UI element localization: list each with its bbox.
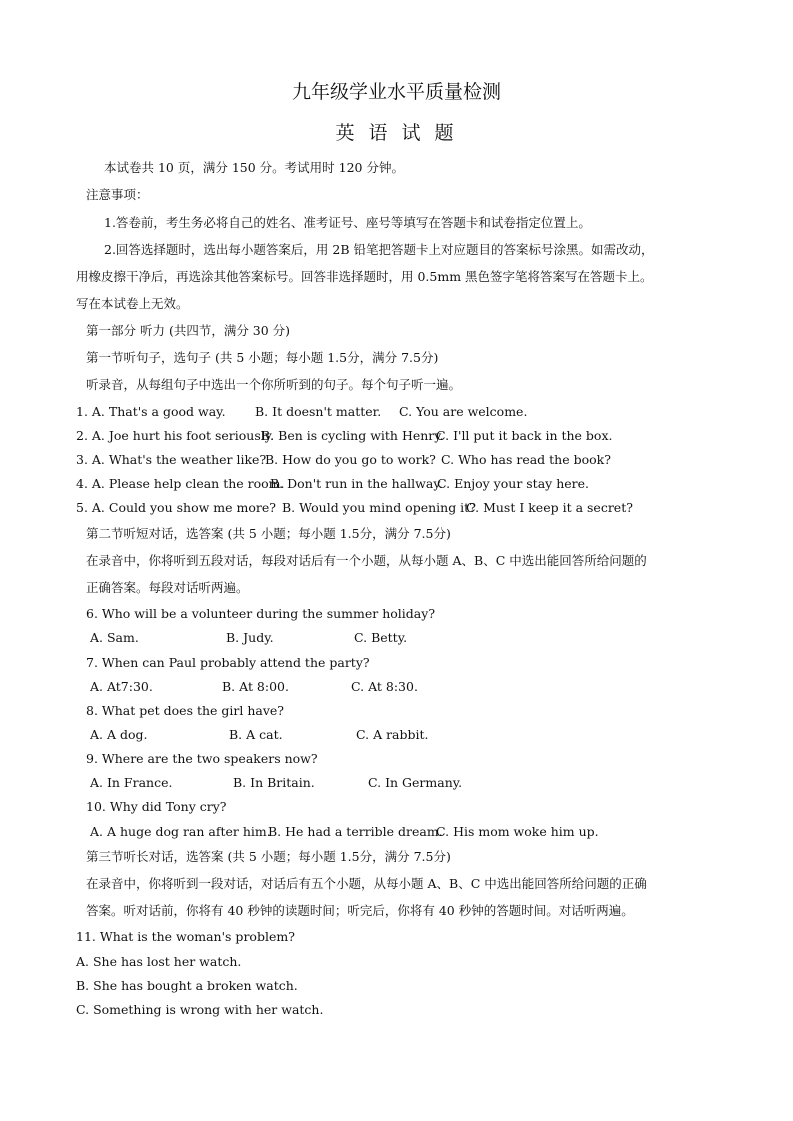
q8-question: 8. What pet does the girl have?: [86, 703, 285, 718]
q10-option-a: A. A huge dog ran after him.: [90, 824, 271, 839]
note-2-line-3: 写在本试卷上无效。: [76, 296, 189, 311]
q5-option-a: 5. A. Could you show me more?: [76, 500, 276, 515]
note-1: 1.答卷前，考生务必将自己的姓名、准考证号、座号等填写在答题卡和试卷指定位置上。: [104, 215, 591, 230]
part1-heading: 第一部分 听力 (共四节，满分 30 分): [86, 323, 291, 338]
section2-instruction-line-2: 正确答案。每段对话听两遍。: [86, 580, 249, 595]
q7-option-a: A. At7:30.: [90, 679, 153, 694]
section3-instruction-line-1: 在录音中，你将听到一段对话，对话后有五个小题，从每小题 A、B、C 中选出能回答所给问题的正确: [86, 876, 647, 891]
q11-option-b: B. She has bought a broken watch.: [76, 978, 298, 993]
q2-option-b: B. Ben is cycling with Henry.: [261, 428, 444, 443]
q11-option-c: C. Something is wrong with her watch.: [76, 1002, 324, 1017]
q7-option-c: C. At 8:30.: [351, 679, 418, 694]
q8-option-b: B. A cat.: [229, 727, 283, 742]
intro-text: 本试卷共 10 页，满分 150 分。考试用时 120 分钟。: [104, 160, 404, 175]
q3-option-a: 3. A. What's the weather like?: [76, 452, 267, 467]
q3-option-c: C. Who has read the book?: [441, 452, 611, 467]
q4-option-a: 4. A. Please help clean the room.: [76, 476, 285, 491]
q2-option-c: C. I'll put it back in the box.: [436, 428, 613, 443]
q7-question: 7. When can Paul probably attend the party?: [86, 655, 370, 670]
section3-instruction-line-2: 答案。听对话前，你将有 40 秒钟的读题时间；听完后，你将有 40 秒钟的答题时间。对话听两遍。: [86, 903, 634, 918]
note-2-line-2: 用橡皮擦干净后，再选涂其他答案标号。回答非选择题时，用 0.5mm 黑色签字笔将答案写在答题卡上。: [76, 269, 653, 284]
q6-question: 6. Who will be a volunteer during the summer holiday?: [86, 606, 436, 621]
exam-title: 九年级学业水平质量检测: [291, 81, 501, 103]
q2-option-a: 2. A. Joe hurt his foot seriously.: [76, 428, 275, 443]
q4-option-c: C. Enjoy your stay here.: [437, 476, 589, 491]
q9-option-c: C. In Germany.: [368, 775, 463, 790]
q3-option-b: B. How do you go to work?: [265, 452, 436, 467]
q9-option-a: A. In France.: [90, 775, 173, 790]
q9-question: 9. Where are the two speakers now?: [86, 751, 318, 766]
q11-question: 11. What is the woman's problem?: [76, 929, 295, 944]
q1-option-c: C. You are welcome.: [399, 404, 528, 419]
section2-instruction-line-1: 在录音中，你将听到五段对话，每段对话后有一个小题，从每小题 A、B、C 中选出能回答所给问题的: [86, 553, 647, 568]
q4-option-b: B. Don't run in the hallway.: [270, 476, 443, 491]
q1-option-a: 1. A. That's a good way.: [76, 404, 226, 419]
q7-option-b: B. At 8:00.: [222, 679, 289, 694]
note-2-line-1: 2.回答选择题时，选出每小题答案后，用 2B 铅笔把答题卡上对应题目的答案标号涂黑。如需改动，: [104, 242, 654, 257]
section2-heading: 第二节听短对话，选答案 (共 5 小题；每小题 1.5分，满分 7.5分): [86, 526, 451, 541]
q11-option-a: A. She has lost her watch.: [76, 954, 242, 969]
q5-option-b: B. Would you mind opening it?: [282, 500, 476, 515]
q1-option-b: B. It doesn't matter.: [255, 404, 382, 419]
section1-instruction: 听录音，从每组句子中选出一个你所听到的句子。每个句子听一遍。: [86, 377, 462, 392]
notes-heading: 注意事项：: [86, 187, 149, 202]
q5-option-c: C. Must I keep it a secret?: [466, 500, 633, 515]
section3-heading: 第三节听长对话，选答案 (共 5 小题；每小题 1.5分，满分 7.5分): [86, 849, 451, 864]
section1-heading: 第一节听句子，选句子 (共 5 小题；每小题 1.5分，满分 7.5分): [86, 350, 439, 365]
q10-option-c: C. His mom woke him up.: [436, 824, 599, 839]
q8-option-c: C. A rabbit.: [356, 727, 429, 742]
q6-option-a: A. Sam.: [90, 630, 139, 645]
q6-option-c: C. Betty.: [354, 630, 408, 645]
q10-option-b: B. He had a terrible dream.: [268, 824, 443, 839]
q8-option-a: A. A dog.: [90, 727, 148, 742]
q10-question: 10. Why did Tony cry?: [86, 799, 227, 814]
exam-subject-title: 英 语 试 题: [335, 122, 458, 144]
q6-option-b: B. Judy.: [226, 630, 274, 645]
q9-option-b: B. In Britain.: [233, 775, 315, 790]
